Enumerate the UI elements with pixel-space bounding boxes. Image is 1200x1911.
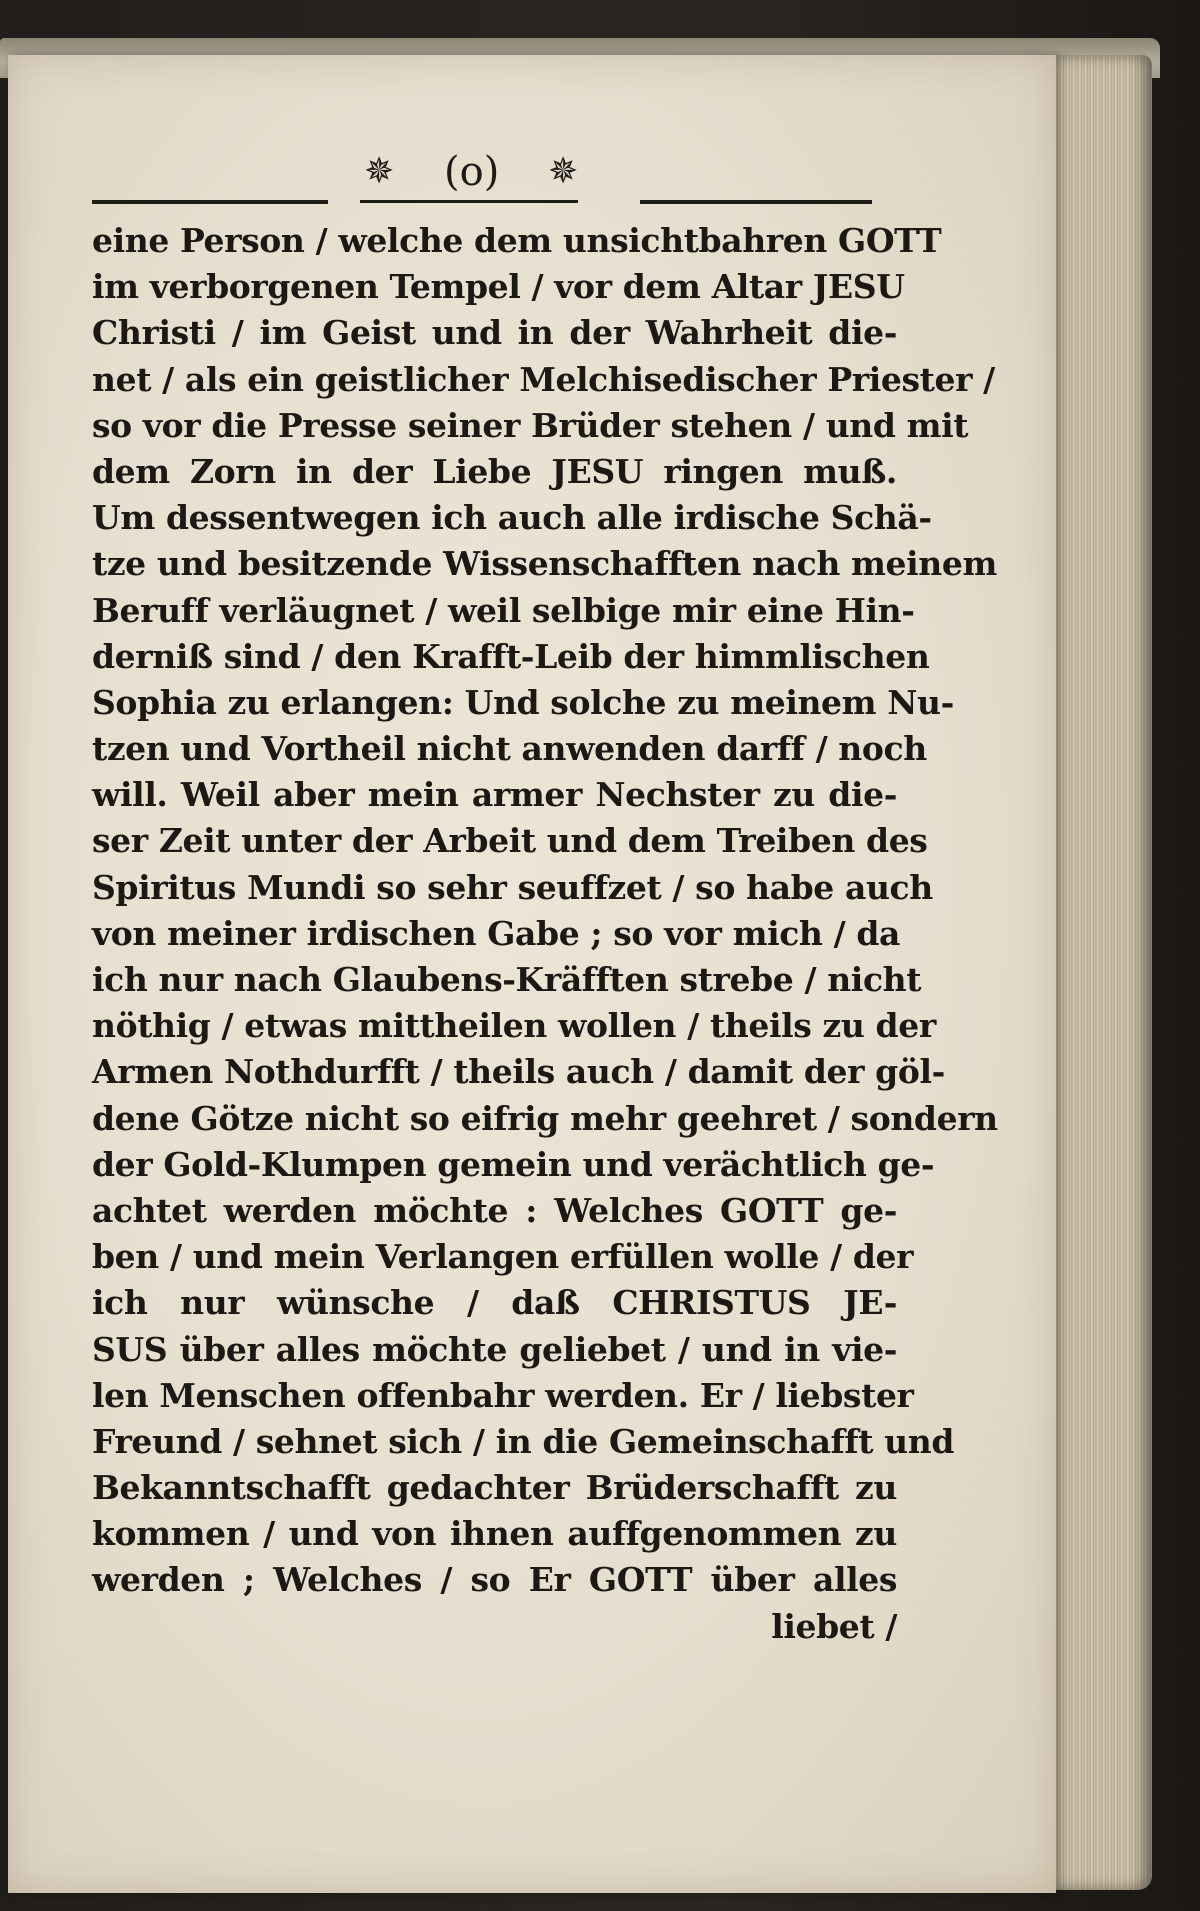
text-line: Sophia zu erlangen: Und solche zu meinem Nu- xyxy=(92,682,954,722)
text-line: Um dessentwegen ich auch alle irdische Schä- xyxy=(92,498,932,538)
text-line: Christi / im Geist und in der Wahrheit die- xyxy=(92,313,897,353)
header-rule xyxy=(640,200,872,204)
text-line: eine Person / welche dem unsichtbahren GOTT xyxy=(92,221,942,260)
text-line: Armen Nothdurfft / theils auch / damit der göl- xyxy=(92,1052,945,1092)
text-line: so vor die Presse seiner Brüder stehen / und mit xyxy=(92,405,969,445)
header-rule xyxy=(360,200,578,203)
header-rule xyxy=(92,200,328,204)
text-line: Freund / sehnet sich / in die Gemeinschafft und xyxy=(92,1421,955,1461)
page-edges xyxy=(1040,55,1152,1890)
body-text xyxy=(92,218,998,1650)
text-line: ich nur nach Glaubens-Kräfften strebe / nicht xyxy=(92,960,922,999)
text-line: SUS über alles möchte geliebet / und in vie- xyxy=(92,1329,897,1369)
text-line: will. Weil aber mein armer Nechster zu die- xyxy=(92,775,897,815)
text-line: tzen und Vortheil nicht anwenden darff / noch xyxy=(92,729,927,769)
text-line: len Menschen offenbahr werden. Er / liebster xyxy=(92,1375,914,1415)
text-line: dem Zorn in der Liebe JESU ringen muß. xyxy=(92,451,897,491)
text-line: ben / und mein Verlangen erfüllen wolle / der xyxy=(92,1237,914,1277)
text-line: ich nur wünsche / daß CHRISTUS JE- xyxy=(92,1283,897,1323)
text-line: dene Götze nicht so eifrig mehr geehret / sondern xyxy=(92,1098,998,1138)
catchword: liebet / xyxy=(771,1606,897,1646)
text-line: nöthig / etwas mittheilen wollen / theils zu der xyxy=(92,1006,936,1046)
text-line: werden ; Welches / so Er GOTT über alles xyxy=(92,1560,897,1600)
page-number: (o) xyxy=(444,149,500,195)
text-line: Spiritus Mundi so sehr seuffzet / so habe auch xyxy=(92,867,933,907)
ornament-icon: ✵ xyxy=(364,151,395,192)
text-line: Beruff verläugnet / weil selbige mir eine Hin- xyxy=(92,590,915,630)
text-line: Bekanntschafft gedachter Brüderschafft zu xyxy=(92,1468,897,1508)
text-line: kommen / und von ihnen auffgenommen zu xyxy=(92,1514,897,1554)
text-line: der Gold-Klumpen gemein und verächtlich ge- xyxy=(92,1144,935,1184)
page-header xyxy=(92,150,872,210)
text-line: net / als ein geistlicher Melchisedischer Priester / xyxy=(92,359,995,399)
ornament-icon: ✵ xyxy=(548,151,579,192)
text-line: achtet werden möchte : Welches GOTT ge- xyxy=(92,1190,897,1230)
text-line: im verborgenen Tempel / vor dem Altar JESU xyxy=(92,267,905,307)
text-line: von meiner irdischen Gabe ; so vor mich / da xyxy=(92,913,901,953)
text-line: ser Zeit unter der Arbeit und dem Treiben des xyxy=(92,821,928,861)
text-line: derniß sind / den Krafft-Leib der himmlischen xyxy=(92,636,930,676)
text-line: tze und besitzende Wissenschafften nach meinem xyxy=(92,544,997,584)
